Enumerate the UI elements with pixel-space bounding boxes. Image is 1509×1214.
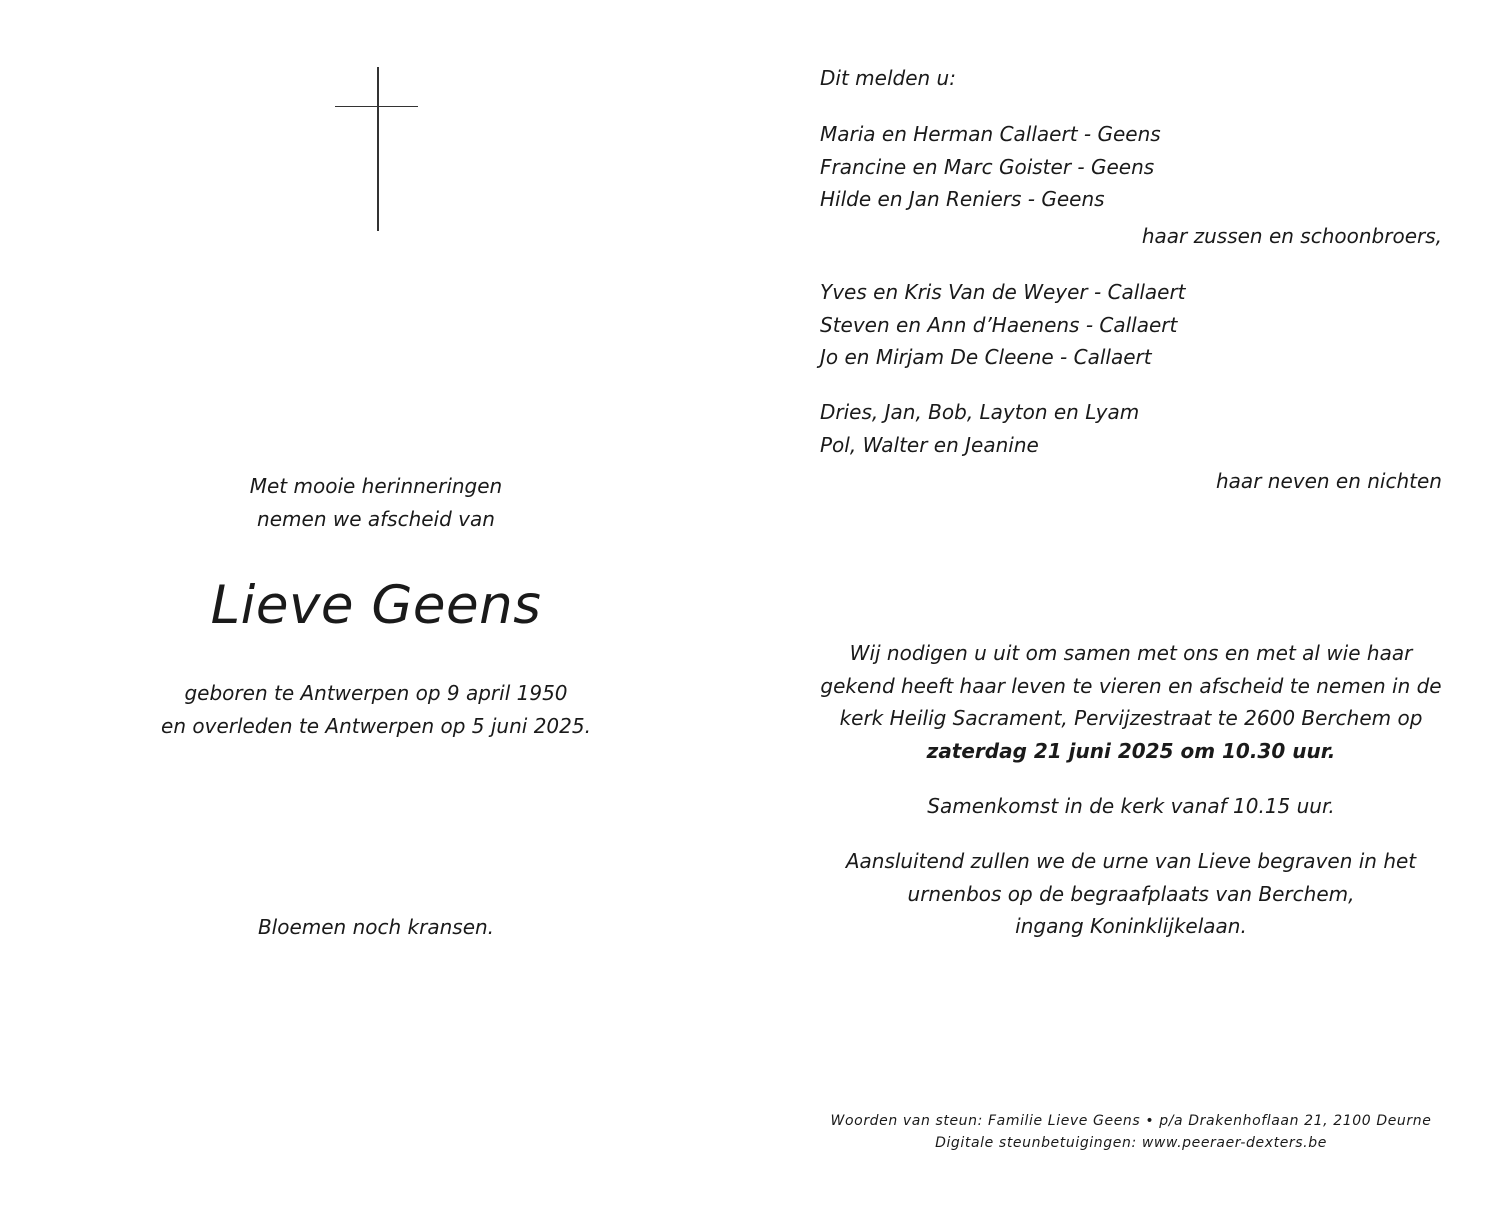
deceased-name: Lieve Geens [210, 575, 542, 636]
invitation-line: kerk Heilig Sacrament, Pervijzestraat te 2600 Berchem op [839, 706, 1423, 730]
family-entry: Jo en Mirjam De Cleene - Callaert [820, 345, 1152, 369]
family-entry: Maria en Herman Callaert - Geens [820, 122, 1161, 146]
sisters-relation: haar zussen en schoonbroers, [1141, 224, 1442, 248]
nephews-list [820, 276, 1442, 374]
birth-line: geboren te Antwerpen op 9 april 1950 [184, 681, 568, 705]
condolence-address: Woorden van steun: Familie Lieve Geens • p/a Drakenhoflaan 21, 2100 Deurne [830, 1113, 1432, 1129]
intro-line: nemen we afscheid van [257, 506, 495, 531]
family-entry: Yves en Kris Van de Weyer - Callaert [820, 280, 1186, 304]
ceremony-date: zaterdag 21 juni 2025 om 10.30 uur. [926, 738, 1336, 763]
grand-nephews-list [820, 396, 1442, 461]
burial-line: ingang Koninklijkelaan. [1015, 914, 1247, 938]
life-dates [70, 677, 682, 742]
invitation-line: Wij nodigen u uit om samen met ons en met al wie haar [849, 641, 1413, 665]
cross-icon-bar [335, 106, 418, 107]
burial-line: Aansluitend zullen we de urne van Lieve begraven in het [845, 849, 1417, 873]
family-entry: Dries, Jan, Bob, Layton en Lyam [820, 400, 1140, 424]
digital-condolences: Digitale steunbetuigingen: www.peeraer-dexters.be [935, 1135, 1327, 1151]
death-line: en overleden te Antwerpen op 5 juni 2025. [161, 713, 591, 738]
burial-text [820, 845, 1442, 943]
family-entry: Steven en Ann d’Haenens - Callaert [820, 312, 1178, 337]
footer [820, 1110, 1442, 1154]
flowers-note: Bloemen noch kransen. [257, 915, 495, 939]
nephews-relation: haar neven en nichten [1216, 469, 1442, 493]
intro-line: Met mooie herinneringen [249, 474, 503, 498]
burial-line: urnenbos op de begraafplaats van Berchem, [907, 881, 1355, 906]
family-entry: Hilde en Jan Reniers - Geens [820, 187, 1105, 211]
family-entry: Francine en Marc Goister - Geens [820, 154, 1155, 179]
family-entry: Pol, Walter en Jeanine [820, 432, 1039, 457]
cross-icon [377, 67, 379, 231]
sisters-list [820, 118, 1442, 216]
announce-line: Dit melden u: [820, 66, 956, 90]
gathering-note: Samenkomst in de kerk vanaf 10.15 uur. [927, 794, 1335, 818]
intro-text [70, 470, 682, 535]
invitation-text [820, 637, 1442, 767]
invitation-line: gekend heeft haar leven te vieren en afscheid te nemen in de [820, 673, 1442, 698]
